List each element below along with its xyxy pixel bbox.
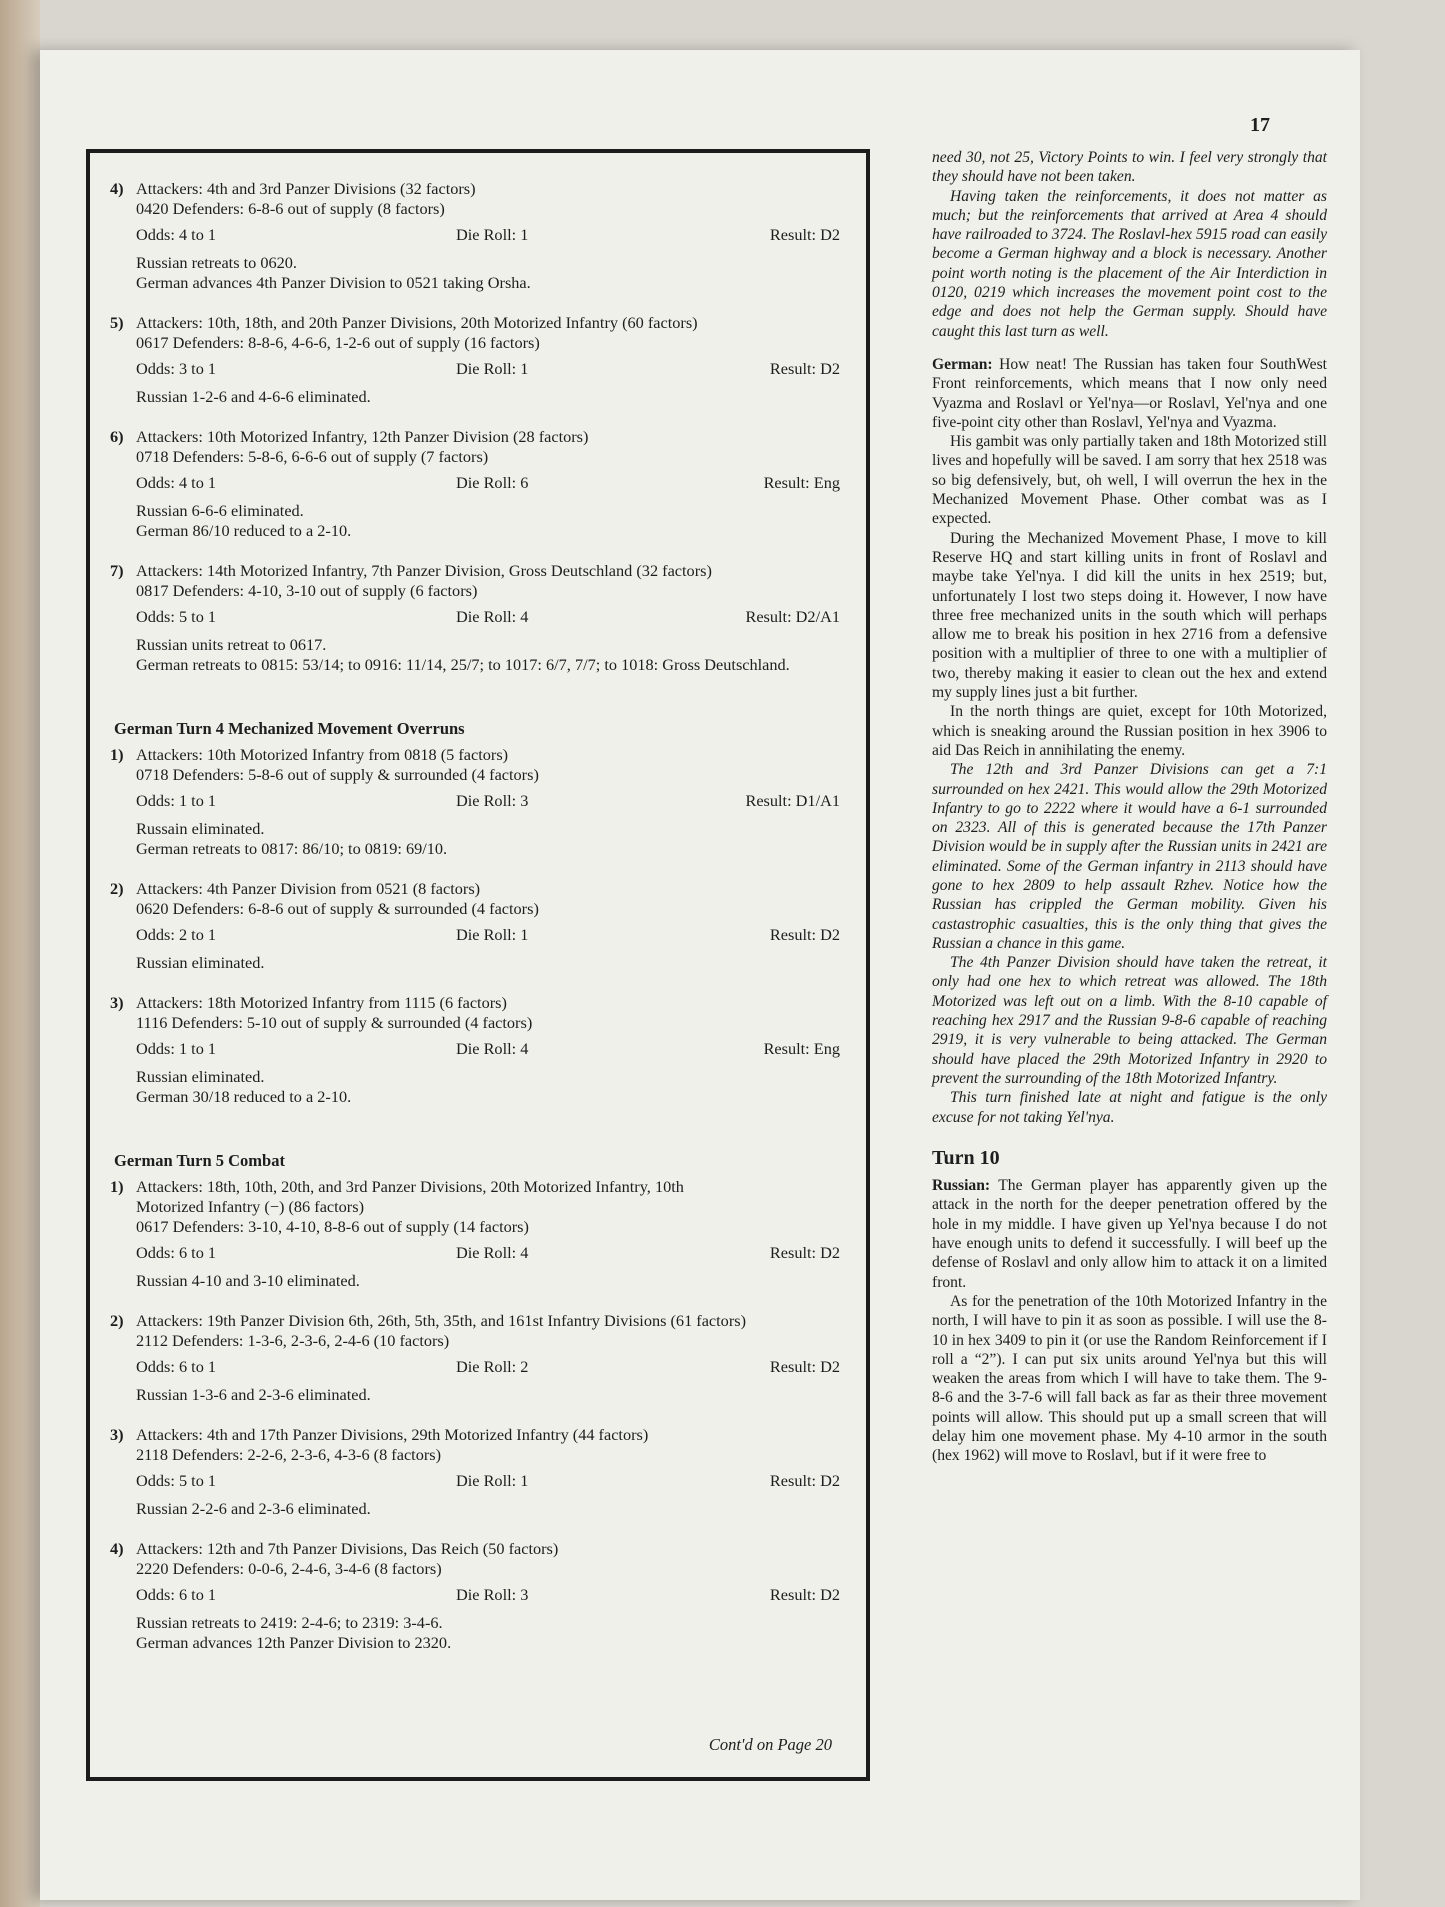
- die-roll-value: Die Roll: 1: [456, 925, 529, 944]
- continued-note: Cont'd on Page 20: [708, 1735, 832, 1754]
- entry-body: [136, 1177, 844, 1291]
- combat-entry: [110, 745, 844, 859]
- result-value: Result: D2: [769, 225, 840, 244]
- die-roll-value: Die Roll: 1: [456, 225, 529, 244]
- heading-mechanized-overruns: German Turn 4 Mechanized Movement Overruns: [114, 719, 465, 738]
- entry-number: 2): [110, 879, 124, 898]
- entry-number: 1): [110, 745, 124, 764]
- attackers-line: Attackers: 18th Motorized Infantry from 1115 (6 factors): [136, 993, 507, 1012]
- binding-gutter: [0, 0, 40, 1907]
- commentary-paragraph: In the north things are quiet, except for 10th Motorized, which is sneaking around the Russian position in hex 3906 to aid Das Reich in annihilating the enemy.: [932, 703, 1327, 759]
- outcome-note: Russian 1-3-6 and 2-3-6 eliminated.: [136, 1385, 371, 1404]
- entry-line: 2118 Defenders: 2-2-6, 2-3-6, 4-3-6 (8 factors): [136, 1445, 442, 1464]
- odds-row: [136, 225, 844, 245]
- commentary-column: [932, 148, 1327, 1466]
- entry-line: 1116 Defenders: 5-10 out of supply & surrounded (4 factors): [136, 1013, 533, 1032]
- commentary-paragraph: The 4th Panzer Division should have taken the retreat, it only had one hex to which retreat was allowed. The 18th Motorized was left out on a limb. With the 8-10 capable of reaching hex 2917 and the Russian 9-8-6 capable of reaching 2919, it is very vulnerable to being attacked. The German should have placed the 29th Motorized Infantry in 2920 to prevent the surrounding of the 18th Motorized Infantry.: [932, 954, 1327, 1087]
- odds-row: [136, 1471, 844, 1491]
- entry-line: 0718 Defenders: 5-8-6, 6-6-6 out of supply (7 factors): [136, 447, 489, 466]
- entry-header: [110, 427, 844, 541]
- entry-header: [110, 179, 844, 293]
- result-value: Result: D2: [769, 925, 840, 944]
- commentary-paragraph: need 30, not 25, Victory Points to win. I feel very strongly that they should have not been taken.: [932, 149, 1327, 186]
- odds-value: Odds: 5 to 1: [136, 607, 217, 626]
- turn-heading: Turn 10: [932, 1146, 1000, 1169]
- russian-paragraph: [932, 1176, 1327, 1292]
- entry-header: [110, 1425, 844, 1519]
- combat-entry: [110, 313, 844, 407]
- commentary-paragraph: This turn finished late at night and fatigue is the only excuse for not taking Yel'nya.: [932, 1089, 1327, 1126]
- entry-line: 0617 Defenders: 8-8-6, 4-6-6, 1-2-6 out of supply (16 factors): [136, 333, 540, 352]
- odds-value: Odds: 4 to 1: [136, 473, 217, 492]
- attackers-line: Attackers: 4th and 3rd Panzer Divisions (32 factors): [136, 179, 476, 198]
- entry-header: [110, 879, 844, 973]
- entry-line: 0718 Defenders: 5-8-6 out of supply & surrounded (4 factors): [136, 765, 539, 784]
- entry-body: [136, 993, 844, 1107]
- entry-line: 2220 Defenders: 0-0-6, 2-4-6, 3-4-6 (8 factors): [136, 1559, 442, 1578]
- odds-row: [136, 925, 844, 945]
- entry-body: [136, 1425, 844, 1519]
- entry-number: 3): [110, 993, 124, 1012]
- entry-number: 6): [110, 427, 124, 446]
- entry-body: [136, 179, 844, 293]
- entry-line: 0420 Defenders: 6-8-6 out of supply (8 factors): [136, 199, 445, 218]
- outcome-note: Russian retreats to 2419: 2-4-6; to 2319: 3-4-6.: [136, 1613, 443, 1632]
- outcome-note: Russian 4-10 and 3-10 eliminated.: [136, 1271, 360, 1290]
- combat-entry: [110, 1425, 844, 1519]
- commentary-paragraph: During the Mechanized Movement Phase, I move to kill Reserve HQ and start killing units in front of Roslavl and maybe take Yel'nya. I did kill the units in hex 2519; but, unfortunately I lost two steps doing it. However, I now have three free mechanized units in the south which will perhaps allow me to break his position in hex 2716 from a defensive position with a multiplier of three to one with a multiplier of two, thereby making it easier to clean out the hex and extend my supply lines just a bit further.: [932, 529, 1327, 702]
- result-value: Result: D2: [769, 1357, 840, 1376]
- result-value: Result: Eng: [763, 473, 840, 492]
- entry-body: [136, 745, 844, 859]
- die-roll-value: Die Roll: 4: [456, 607, 529, 626]
- entry-body: [136, 561, 844, 675]
- entry-body: [136, 879, 844, 973]
- entry-header: [110, 561, 844, 675]
- die-roll-value: Die Roll: 1: [456, 359, 529, 378]
- entry-header: [110, 1177, 844, 1291]
- odds-value: Odds: 1 to 1: [136, 791, 217, 810]
- speaker-label: German:: [932, 355, 993, 373]
- overrun-entries: [110, 745, 844, 1107]
- odds-value: Odds: 3 to 1: [136, 359, 217, 378]
- commentary-paragraph: The 12th and 3rd Panzer Divisions can get a 7:1 surrounded on hex 2421. This would allow the 29th Motorized Infantry to go to 2222 where it would have a 6-1 surrounded on 2323. All of this is generated because the 17th Panzer Division would be in supply after the Russian units in 2421 are eliminated. Some of the German infantry in 2113 should have gone to hex 2809 to help assault Rzhev. Notice how the Russian has crippled the German mobility. Given his castastrophic casualties, this is the only thing that gives the Russian a chance in this game.: [932, 761, 1327, 952]
- entry-number: 3): [110, 1425, 124, 1444]
- entry-number: 4): [110, 1539, 124, 1558]
- result-value: Result: Eng: [763, 1039, 840, 1058]
- entry-line: 0620 Defenders: 6-8-6 out of supply & surrounded (4 factors): [136, 899, 539, 918]
- entry-line: Motorized Infantry (−) (86 factors): [136, 1197, 364, 1216]
- outcome-note: Russian retreats to 0620.: [136, 253, 297, 272]
- die-roll-value: Die Roll: 6: [456, 473, 529, 492]
- combat-entries-turn4: [110, 179, 844, 675]
- odds-row: [136, 607, 844, 627]
- outcome-note: German advances 12th Panzer Division to 2320.: [136, 1633, 452, 1652]
- outcome-note: German 86/10 reduced to a 2-10.: [136, 521, 352, 540]
- attackers-line: Attackers: 18th, 10th, 20th, and 3rd Panzer Divisions, 20th Motorized Infantry, 10th: [136, 1177, 684, 1196]
- entry-header: [110, 1311, 844, 1405]
- entry-number: 5): [110, 313, 124, 332]
- entry-number: 2): [110, 1311, 124, 1330]
- entry-header: [110, 993, 844, 1107]
- result-value: Result: D2: [769, 1243, 840, 1262]
- commentary-paragraph: As for the penetration of the 10th Motorized Infantry in the north, I will have to pin it as soon as possible. I will use the 8-10 in hex 3409 to pin it (or use the Random Reinforcement if I roll a “2”). I can put six units around Yel'nya but this will weaken the areas from which I will have to take them. The 9-8-6 and the 3-7-6 will fall back as far as their three movement points will allow. This should put up a small screen that will delay him one movement phase. My 4-10 armor in the south (hex 1962) will move to Roslavl, but if it were free to: [932, 1292, 1327, 1465]
- paragraph-text: The German player has apparently given up the attack in the north for the deeper penetration offered by the hole in my middle. I have given up Yel'nya because I do not have enough units to defend it successfully. I will beef up the defense of Roslavl and only allow him to attack it on a limited front.: [932, 1177, 1327, 1291]
- odds-value: Odds: 2 to 1: [136, 925, 217, 944]
- combat-entry: [110, 1539, 844, 1653]
- entry-header: [110, 1539, 844, 1653]
- odds-value: Odds: 4 to 1: [136, 225, 217, 244]
- entry-header: [110, 745, 844, 859]
- result-value: Result: D2: [769, 359, 840, 378]
- entry-line: 2112 Defenders: 1-3-6, 2-3-6, 2-4-6 (10 factors): [136, 1331, 450, 1350]
- attackers-line: Attackers: 10th Motorized Infantry, 12th Panzer Division (28 factors): [136, 427, 589, 446]
- entry-number: 1): [110, 1177, 124, 1196]
- entry-line: 0817 Defenders: 4-10, 3-10 out of supply (6 factors): [136, 581, 478, 600]
- die-roll-value: Die Roll: 2: [456, 1357, 529, 1376]
- entry-line: 0617 Defenders: 3-10, 4-10, 8-8-6 out of supply (14 factors): [136, 1217, 529, 1236]
- die-roll-value: Die Roll: 1: [456, 1471, 529, 1490]
- attackers-line: Attackers: 4th Panzer Division from 0521 (8 factors): [136, 879, 481, 898]
- odds-row: [136, 1243, 844, 1263]
- result-value: Result: D1/A1: [745, 791, 840, 810]
- entry-body: [136, 427, 844, 541]
- outcome-note: Russian eliminated.: [136, 1067, 265, 1086]
- entry-number: 4): [110, 179, 124, 198]
- outcome-note: Russian 1-2-6 and 4-6-6 eliminated.: [136, 387, 371, 406]
- odds-row: [136, 1585, 844, 1605]
- attackers-line: Attackers: 12th and 7th Panzer Divisions, Das Reich (50 factors): [136, 1539, 559, 1558]
- entry-number: 7): [110, 561, 124, 580]
- odds-value: Odds: 6 to 1: [136, 1243, 217, 1262]
- combat-entry: [110, 561, 844, 675]
- combat-entry: [110, 1311, 844, 1405]
- odds-row: [136, 1357, 844, 1377]
- odds-row: [136, 1039, 844, 1059]
- die-roll-value: Die Roll: 3: [456, 791, 529, 810]
- result-value: Result: D2: [769, 1585, 840, 1604]
- die-roll-value: Die Roll: 4: [456, 1243, 529, 1262]
- german-paragraph: [932, 355, 1327, 432]
- attackers-line: Attackers: 19th Panzer Division 6th, 26th, 5th, 35th, and 161st Infantry Divisions (61 factors): [136, 1311, 746, 1330]
- outcome-note: Russian eliminated.: [136, 953, 265, 972]
- attackers-line: Attackers: 10th Motorized Infantry from 0818 (5 factors): [136, 745, 509, 764]
- paragraph-text: How neat! The Russian has taken four SouthWest Front reinforcements, which means that I now only need Vyazma and Roslavl or Yel'nya—or Roslavl, Yel'nya and one five-point city other than Roslavl, Yel'nya and Vyazma.: [932, 355, 1327, 431]
- outcome-note: Russain eliminated.: [136, 819, 265, 838]
- combat-entry: [110, 1177, 844, 1291]
- entry-body: [136, 1311, 844, 1405]
- attackers-line: Attackers: 10th, 18th, and 20th Panzer Divisions, 20th Motorized Infantry (60 factors): [136, 313, 698, 332]
- commentary-paragraph: His gambit was only partially taken and 18th Motorized still lives and hopefully will be saved. I am sorry that hex 2518 was so big defensively, but, oh well, I will overrun the hex in the Mechanized Movement Phase. Other combat was as I expected.: [932, 433, 1327, 528]
- odds-value: Odds: 6 to 1: [136, 1585, 217, 1604]
- odds-row: [136, 473, 844, 493]
- entry-body: [136, 1539, 844, 1653]
- entry-header: [110, 313, 844, 407]
- outcome-note: German retreats to 0817: 86/10; to 0819: 69/10.: [136, 839, 448, 858]
- outcome-note: German 30/18 reduced to a 2-10.: [136, 1087, 352, 1106]
- outcome-note: German advances 4th Panzer Division to 0521 taking Orsha.: [136, 273, 531, 292]
- odds-value: Odds: 1 to 1: [136, 1039, 217, 1058]
- outcome-note: Russian 2-2-6 and 2-3-6 eliminated.: [136, 1499, 371, 1518]
- result-value: Result: D2: [769, 1471, 840, 1490]
- combat-entry: [110, 179, 844, 293]
- speaker-label: Russian:: [932, 1177, 991, 1195]
- odds-value: Odds: 5 to 1: [136, 1471, 217, 1490]
- combat-entry: [110, 993, 844, 1107]
- commentary-paragraph: Having taken the reinforcements, it does not matter as much; but the reinforcements that arrived at Area 4 should have railroaded to 3724. The Roslavl-hex 5915 road can easily become a German highway and a block is necessary. Another point worth noting is the placement of the Air Interdiction in 0120, 0219 which increases the movement point cost to the edge and does not help the German supply. Should have caught this last turn as well.: [932, 187, 1327, 340]
- page-number: 17: [1250, 114, 1270, 136]
- outcome-note: Russian units retreat to 0617.: [136, 635, 327, 654]
- outcome-note: German retreats to 0815: 53/14; to 0916: 11/14, 25/7; to 1017: 6/7, 7/7; to 1018: Gross Deutschland.: [136, 655, 790, 674]
- entry-body: [136, 313, 844, 407]
- die-roll-value: Die Roll: 3: [456, 1585, 529, 1604]
- odds-value: Odds: 6 to 1: [136, 1357, 217, 1376]
- outcome-note: Russian 6-6-6 eliminated.: [136, 501, 304, 520]
- combat-entry: [110, 879, 844, 973]
- odds-row: [136, 791, 844, 811]
- attackers-line: Attackers: 14th Motorized Infantry, 7th Panzer Division, Gross Deutschland (32 factors): [136, 561, 712, 580]
- combat-entry: [110, 427, 844, 541]
- heading-turn5-combat: German Turn 5 Combat: [114, 1151, 285, 1170]
- attackers-line: Attackers: 4th and 17th Panzer Divisions, 29th Motorized Infantry (44 factors): [136, 1425, 649, 1444]
- combat-entries-turn5: [110, 1177, 844, 1653]
- odds-row: [136, 359, 844, 379]
- combat-results-box: [86, 149, 870, 1781]
- result-value: Result: D2/A1: [745, 607, 840, 626]
- die-roll-value: Die Roll: 4: [456, 1039, 529, 1058]
